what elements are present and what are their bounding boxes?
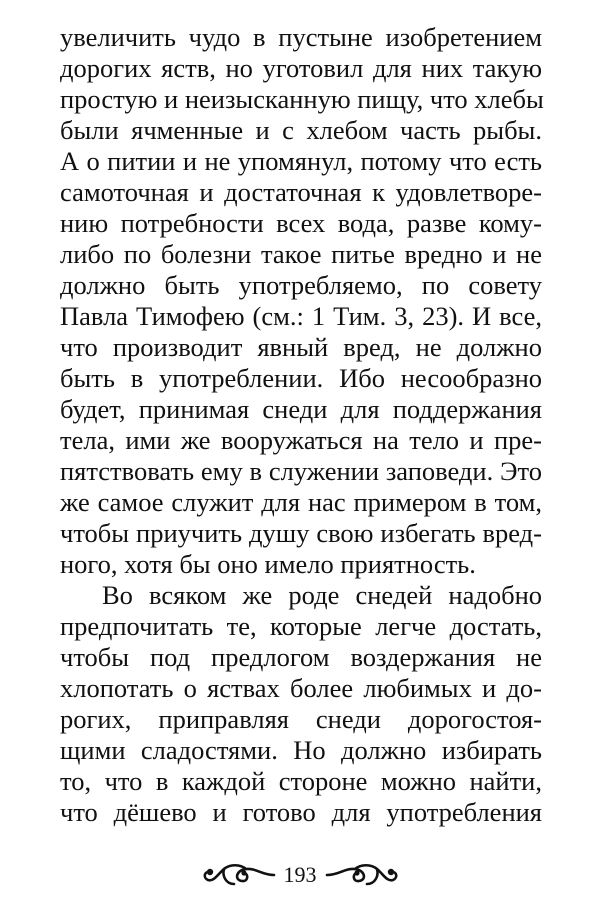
page-number: 193 bbox=[283, 862, 317, 887]
text-line: чтобы приучить душу свою избегать вред- bbox=[60, 518, 542, 548]
text-line: что производит явный вред, не должно bbox=[60, 332, 542, 362]
body-text bbox=[60, 22, 542, 828]
text-line: нию потребности всех вода, разве кому- bbox=[60, 208, 542, 238]
text-line: А о питии и не упомянул, потому что есть bbox=[60, 146, 542, 176]
text-line: рогих, приправляя снеди дорогостоя- bbox=[60, 704, 542, 734]
text-line: Павла Тимофею (см.: 1 Тим. 3, 23). И все, bbox=[60, 301, 542, 331]
text-line: хлопотать о яствах более любимых и до- bbox=[60, 673, 542, 703]
text-line: быть в употреблении. Ибо несообразно bbox=[60, 363, 542, 393]
text-line: то, что в каждой стороне можно найти, bbox=[60, 766, 542, 796]
text-line: чтобы под предлогом воздержания не bbox=[60, 642, 542, 672]
text-line: были ячменные и с хлебом часть рыбы. bbox=[60, 115, 542, 145]
text-line: тела, ими же вооружаться на тело и пре- bbox=[60, 425, 542, 455]
text-line: ного, хотя бы оно имело приятность. bbox=[60, 549, 476, 579]
text-line: должно быть употребляемо, по совету bbox=[60, 270, 542, 300]
text-line: простую и неизысканную пищу, что хлебы bbox=[60, 84, 544, 114]
flourish-right-icon bbox=[323, 860, 401, 890]
text-line: что дёшево и готово для употребления bbox=[60, 797, 542, 827]
text-line: будет, принимая снеди для поддержания bbox=[60, 394, 542, 424]
text-line: пятствовать ему в служении заповеди. Это bbox=[60, 456, 542, 486]
text-line: увеличить чудо в пустыне изобретением bbox=[60, 22, 542, 52]
text-line: предпочитать те, которые легче достать, bbox=[60, 611, 542, 641]
text-line: же самое служит для нас примером в том, bbox=[60, 487, 542, 517]
text-line: дорогих яств, но уготовил для них такую bbox=[60, 53, 542, 83]
page-footer bbox=[0, 855, 600, 895]
text-line: щими сладостями. Но должно избирать bbox=[60, 735, 542, 765]
text-line: самоточная и достаточная к удовлетворе- bbox=[60, 177, 542, 207]
text-line: либо по болезни такое питье вредно и не bbox=[60, 239, 542, 269]
flourish-left-icon bbox=[200, 860, 278, 890]
paragraph-first-line: Во всяком же роде снедей надобно bbox=[102, 580, 542, 610]
